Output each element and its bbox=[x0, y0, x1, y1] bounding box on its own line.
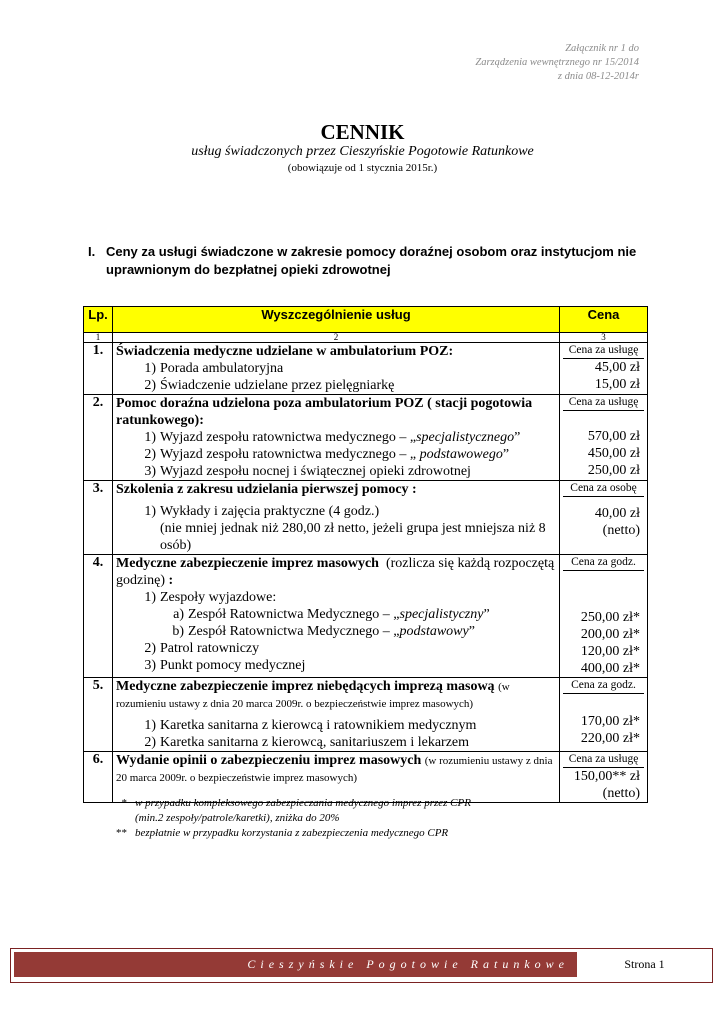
section-heading bbox=[88, 243, 648, 279]
row-number: 3. bbox=[84, 481, 113, 555]
annex-line: Załącznik nr 1 do bbox=[565, 43, 639, 54]
price-note: (netto) bbox=[602, 786, 640, 801]
row-price bbox=[560, 481, 648, 555]
footnote: ** bezpłatnie w przypadku korzystania z zabezpieczenia medycznego CPR bbox=[100, 826, 471, 841]
annex-line: Zarządzenia wewnętrznego nr 15/2014 bbox=[475, 57, 639, 68]
row-title: Świadczenia medyczne udzielane w ambulatorium POZ: bbox=[116, 344, 454, 359]
footnote-mark: * bbox=[121, 797, 127, 809]
row-title: Medyczne zabezpieczenie imprez masowych (rozlicza się każdą rozpoczętą godzinę) : bbox=[116, 556, 555, 588]
row-description bbox=[113, 678, 560, 752]
price-value: 45,00 zł bbox=[594, 360, 640, 375]
header-description: Wyszczególnienie usług bbox=[113, 307, 560, 333]
table-row bbox=[84, 481, 648, 555]
item-note: (nie mniej jednak niż 280,00 zł netto, jeżeli grupa jest mniejsza niż 8 osób) bbox=[160, 521, 546, 553]
row-price bbox=[560, 395, 648, 481]
row-number: 2. bbox=[84, 395, 113, 481]
row-price bbox=[560, 343, 648, 395]
table-row bbox=[84, 678, 648, 752]
price-value: 40,00 zł bbox=[594, 506, 640, 521]
price-value: 250,00 zł* bbox=[580, 610, 640, 625]
price-unit: Cena za usługę bbox=[563, 752, 644, 768]
row-description bbox=[113, 343, 560, 395]
page-title: CENNIK bbox=[320, 120, 405, 144]
price-unit: Cena za usługę bbox=[563, 395, 644, 411]
section-text: Ceny za usługi świadczone w zakresie pomocy doraźnej osobom oraz instytucjom nie uprawnionym do bezpłatnej opieki zdrowotnej bbox=[106, 244, 637, 277]
list-item: 2) Karetka sanitarna z kierowcą, sanitariuszem i lekarzem bbox=[144, 735, 470, 750]
price-unit: Cena za osobę bbox=[563, 481, 644, 497]
price-value: 120,00 zł* bbox=[580, 644, 640, 659]
price-value: 150,00** zł bbox=[573, 769, 640, 784]
header-lp: Lp. bbox=[84, 307, 113, 333]
list-item: b) Zespół Ratownictwa Medycznego – „podstawowy” bbox=[172, 624, 475, 639]
price-value: 400,00 zł* bbox=[580, 661, 640, 676]
table-index-row bbox=[84, 333, 648, 343]
table-row bbox=[84, 343, 648, 395]
row-price bbox=[560, 555, 648, 678]
row-number: 6. bbox=[84, 752, 113, 803]
list-item: 1) Zespoły wyjazdowe: bbox=[144, 590, 277, 605]
price-value: 220,00 zł* bbox=[580, 731, 640, 746]
price-unit: Cena za godz. bbox=[563, 678, 644, 694]
annex-note bbox=[475, 42, 639, 84]
price-unit: Cena za godz. bbox=[563, 555, 644, 571]
table-header-row bbox=[84, 307, 648, 333]
index-cell: 2 bbox=[113, 333, 560, 343]
list-item: a) Zespół Ratownictwa Medycznego – „specjalistyczny” bbox=[173, 607, 490, 622]
list-item: 2) Świadczenie udzielane przez pielęgniarkę bbox=[144, 378, 395, 393]
index-cell: 3 bbox=[560, 333, 648, 343]
page-subtitle: usług świadczonych przez Cieszyńskie Pogotowie Ratunkowe bbox=[191, 144, 534, 159]
list-item: 2) Wyjazd zespołu ratownictwa medycznego – „ podstawowego” bbox=[144, 447, 510, 462]
row-price bbox=[560, 678, 648, 752]
list-item: 3) Punkt pomocy medycznej bbox=[144, 658, 306, 673]
footnote-mark: ** bbox=[116, 827, 127, 839]
footnote: * w przypadku kompleksowego zabezpieczania medycznego imprez przez CPR (min.2 zespoły/patrole/karetki), zniżka do 20% bbox=[100, 796, 471, 826]
header-price: Cena bbox=[560, 307, 648, 333]
index-cell: 1 bbox=[84, 333, 113, 343]
annex-line: z dnia 08-12-2014r bbox=[557, 71, 639, 82]
row-title: Pomoc doraźna udzielona poza ambulatorium POZ ( stacji pogotowia ratunkowego): bbox=[116, 396, 533, 428]
row-note: (w rozumieniu ustawy z dnia 20 marca 2009r. o bezpieczeństwie imprez masowych) bbox=[116, 755, 553, 784]
row-title: Medyczne zabezpieczenie imprez niebędących imprezą masową (w rozumieniu ustawy z dnia 20 marca 2009r. o bezpieczeństwie imprez masowych) bbox=[116, 679, 510, 710]
row-price bbox=[560, 752, 648, 803]
page-number: Strona 1 bbox=[624, 957, 665, 971]
row-title: Szkolenia z zakresu udzielania pierwszej pomocy : bbox=[116, 482, 417, 497]
row-description bbox=[113, 555, 560, 678]
list-item: 3) Wyjazd zespołu nocnej i świątecznej opieki zdrowotnej bbox=[144, 464, 471, 479]
row-description bbox=[113, 481, 560, 555]
price-value: 15,00 zł bbox=[594, 377, 640, 392]
price-unit: Cena za usługę bbox=[563, 343, 644, 359]
price-value: 570,00 zł bbox=[587, 429, 640, 444]
validity-note: (obowiązuje od 1 stycznia 2015r.) bbox=[287, 162, 438, 174]
list-item: 1) Wykłady i zajęcia praktyczne (4 godz.) (nie mniej jednak niż 280,00 zł netto, jeżeli grupa jest mniejsza niż 8 osób) bbox=[144, 504, 546, 553]
price-value: 450,00 zł bbox=[587, 446, 640, 461]
table-row bbox=[84, 555, 648, 678]
footnotes bbox=[100, 796, 471, 841]
table-row bbox=[84, 752, 648, 803]
price-note: (netto) bbox=[602, 523, 640, 538]
section-number: I. bbox=[88, 244, 96, 259]
row-number: 5. bbox=[84, 678, 113, 752]
row-number: 4. bbox=[84, 555, 113, 678]
row-description bbox=[113, 395, 560, 481]
price-value: 250,00 zł bbox=[587, 463, 640, 478]
price-value: 200,00 zł* bbox=[580, 627, 640, 642]
footer-organization: Cieszyńskie Pogotowie Ratunkowe bbox=[14, 952, 577, 977]
table-row bbox=[84, 395, 648, 481]
row-description bbox=[113, 752, 560, 803]
list-item: 1) Karetka sanitarna z kierowcą i ratownikiem medycznym bbox=[144, 718, 477, 733]
price-table bbox=[83, 306, 648, 803]
list-item: 1) Wyjazd zespołu ratownictwa medycznego – „specjalistycznego” bbox=[144, 430, 521, 445]
list-item: 2) Patrol ratowniczy bbox=[144, 641, 260, 656]
row-note: (w rozumieniu ustawy z dnia 20 marca 2009r. o bezpieczeństwie imprez masowych) bbox=[116, 681, 510, 710]
list-item: 1) Porada ambulatoryjna bbox=[144, 361, 284, 376]
row-title: Wydanie opinii o zabezpieczeniu imprez masowych (w rozumieniu ustawy z dnia 20 marca 2009r. o bezpieczeństwie imprez masowych) bbox=[116, 753, 553, 784]
row-number: 1. bbox=[84, 343, 113, 395]
price-value: 170,00 zł* bbox=[580, 714, 640, 729]
